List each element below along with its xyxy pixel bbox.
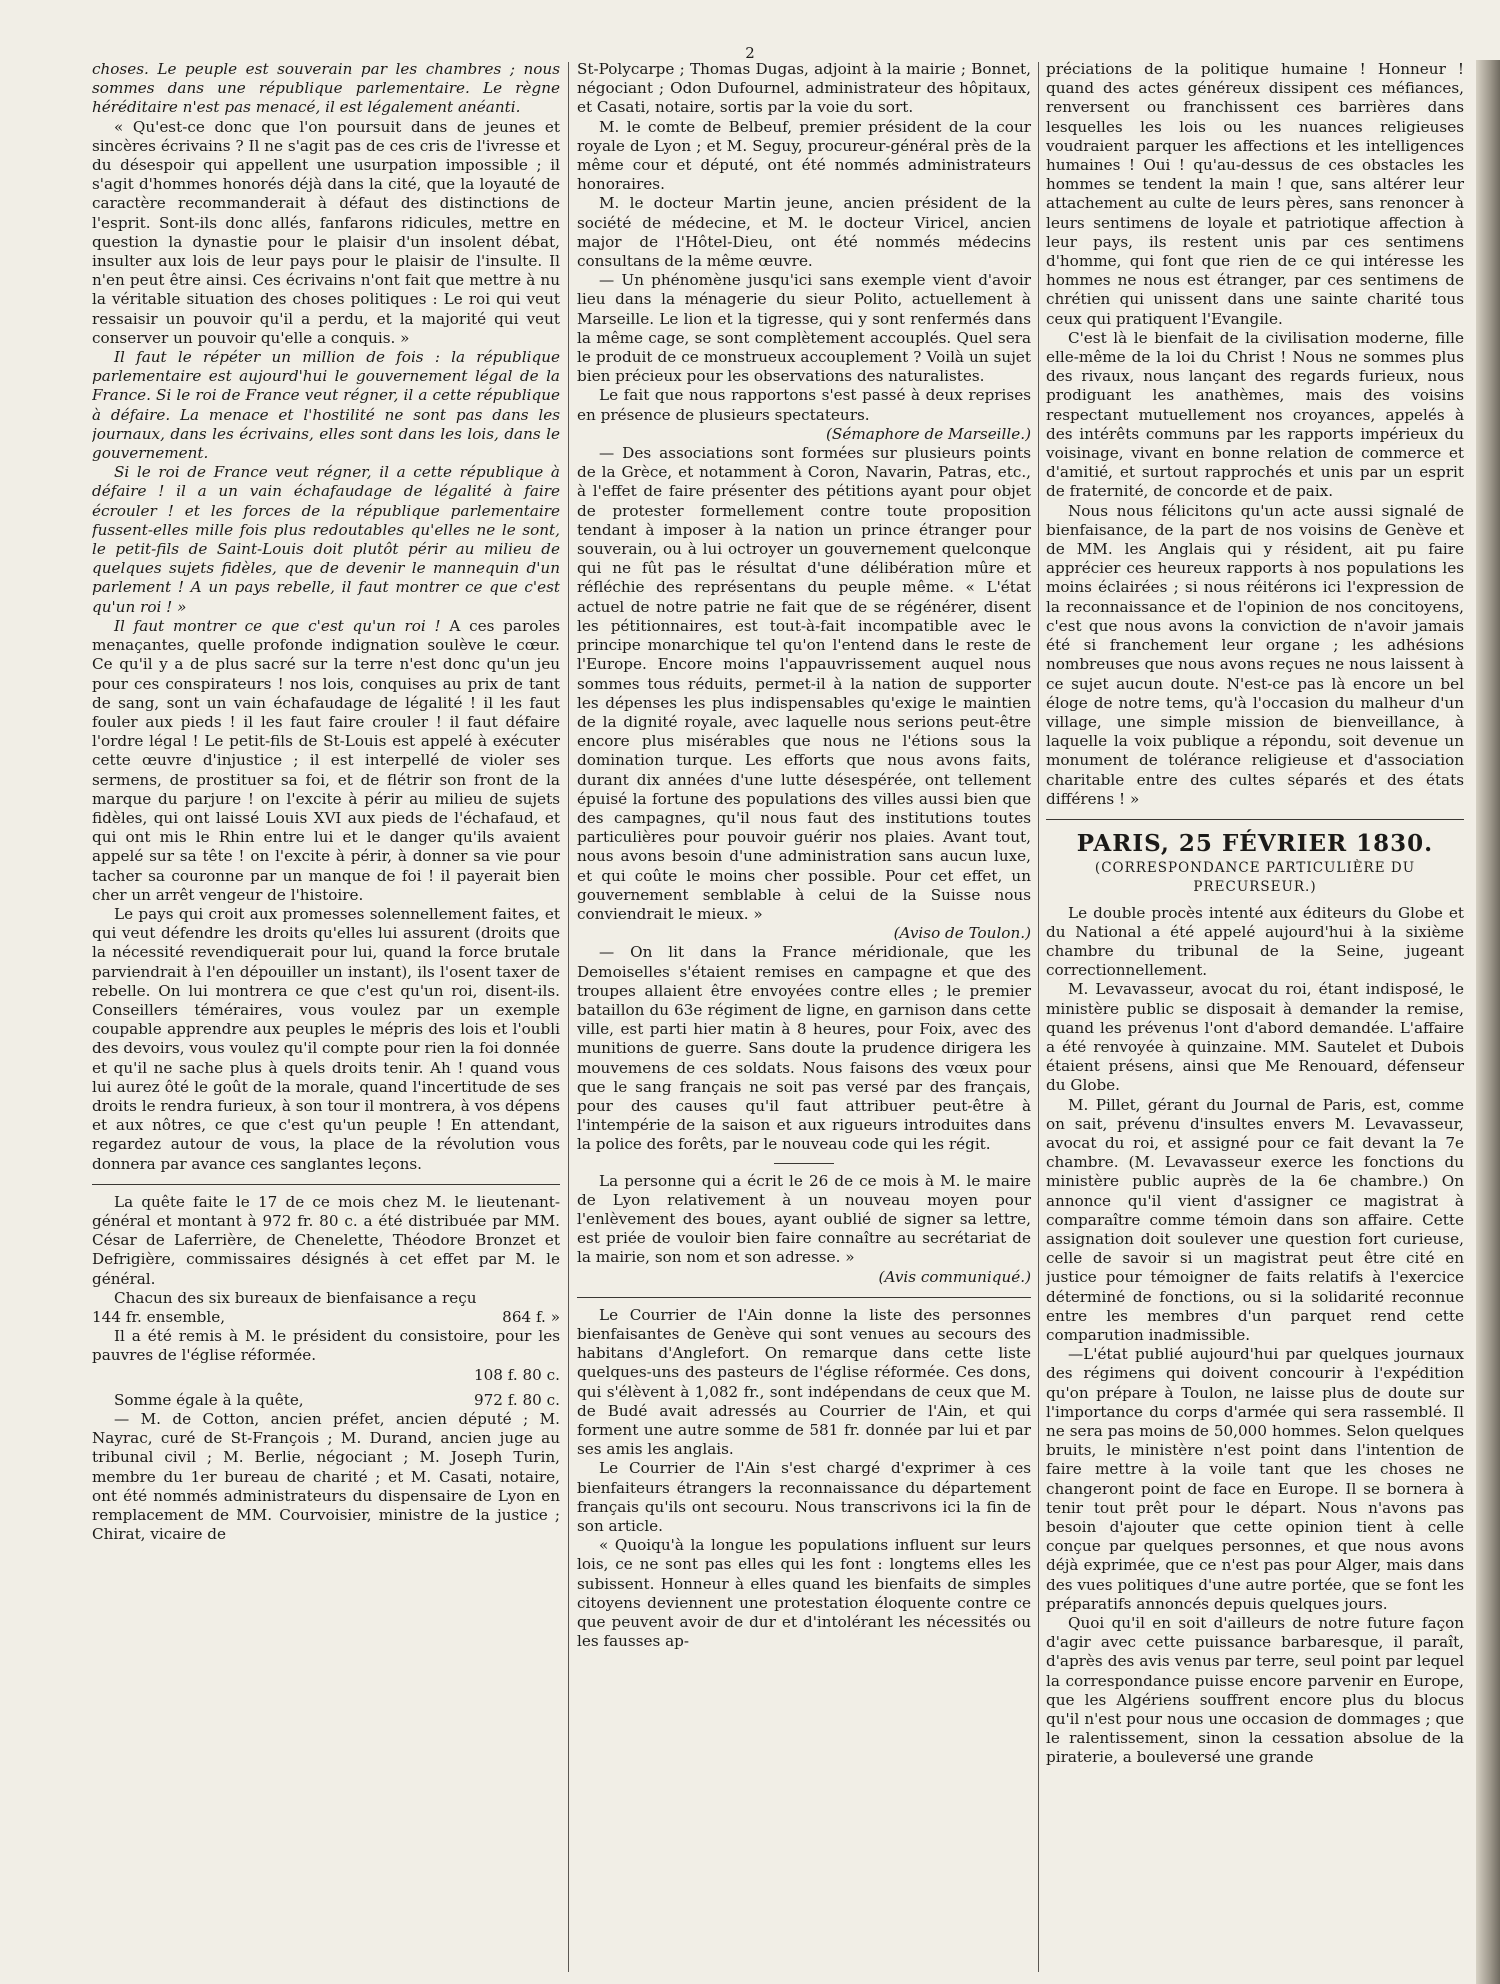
article-paragraph: Il a été remis à M. le président du consistoire, pour les pauvres de l'église réformée. [92,1327,560,1365]
section-divider [92,1184,560,1185]
column-3 [1046,60,1464,1975]
article-paragraph: Il faut le répéter un million de fois : la république parlementaire est aujourd'hui le gouvernement légal de la France. Si le roi de France veut régner, il a cette république à défaire. La menace et l'hostilité ne sont pas dans les journaux, dans les écrivains, elles sont dans les lois, dans le gouvernement. [92,348,560,463]
article-paragraph: Le pays qui croit aux promesses solennellement faites, et qui veut défendre les droits qu'elles lui assurent (droits que la nécessité revendiquerait pour lui, quand la force brutale parviendrait à l'en dépouiller un instant), ils l'osent taxer de rebelle. On lui montrera ce que c'est qu'un roi, disent-ils. Conseillers téméraires, vous voulez par un exemple coupable apprendre aux peuples le mépris des lois et l'oubli des devoirs, vous voulez qu'il compte pour rien la foi donnée et qu'il ne sache plus à quels droits tenir. Ah ! quand vous lui aurez ôté le goût de la morale, quand l'incertitude de ses droits le rendra furieux, à son tour il montrera, à vos dépens et aux nôtres, ce que c'est qu'un peuple ! En attendant, regardez autour de vous, la place de la révolution vous donnera par avance ces sanglantes leçons. [92,904,560,1173]
short-divider [774,1163,834,1164]
dateline-subheading: (CORRESPONDANCE PARTICULIÈRE DU PRECURSEUR.) [1094,860,1416,896]
amount-line [92,1366,560,1385]
article-paragraph: M. le docteur Martin jeune, ancien président de la société de médecine, et M. le docteur Viricel, ancien major de l'Hôtel-Dieu, ont été nommés médecins consultans de la même œuvre. [577,194,1031,271]
column-2 [577,60,1031,1975]
amount-value: 972 f. 80 c. [473,1390,560,1409]
section-divider [577,1297,1031,1298]
article-paragraph: La quête faite le 17 de ce mois chez M. le lieutenant-général et montant à 972 fr. 80 c. a été distribuée par MM. César de Laferrière, de Chenelette, Théodore Bronzet et Defrigière, commissaires désignés à cet effet par M. le général. [92,1192,560,1288]
column-rule [1038,62,1039,1972]
article-paragraph: — Un phénomène jusqu'ici sans exemple vient d'avoir lieu dans la ménagerie du sieur Polito, actuellement à Marseille. Le lion et la tigresse, qui y sont renfermés dans la même cage, se sont complètement accouplés. Quel sera le produit de ce monstrueux accouplement ? Voilà un sujet bien précieux pour les observations des naturalistes. [577,271,1031,386]
article-paragraph: Le double procès intenté aux éditeurs du Globe et du National a été appelé aujourd'hui à la sixième chambre du tribunal de la Seine, jugeant correctionnellement. [1046,903,1464,980]
paragraph-text: A ces paroles menaçantes, quelle profonde indignation soulève le cœur. Ce qu'il y a de plus sacré sur la terre n'est donc qu'un jeu pour ces conspirateurs ! nos lois, conquises au prix de tant de sang, sont un vain échafaudage de légalité ! il les faut fouler aux pieds ! il les faut faire crouler ! il faut défaire l'ordre légal ! Le petit-fils de St-Louis est appelé à exécuter cette œuvre d'injustice ; il est interpellé de violer ses sermens, de prostituer sa foi, et de flétrir son front de la marque du parjure ! on l'excite à périr au milieu de sujets fidèles, qui ont laissé Louis XVI aux pieds de l'échafaud, et qui ont mis le Rhin entre lui et le danger qu'ils avaient appelé sur sa tête ! on l'excite à périr, à donner sa vie pour tacher sa couronne par un manque de foi ! il payerait bien cher un arrêt vengeur de l'histoire. [92,616,560,904]
amount-value: 864 f. » [502,1308,560,1326]
article-paragraph: — On lit dans la France méridionale, que les Demoiselles s'étaient remises en campagne et que des troupes allaient être envoyées contre elles ; le premier bataillon du 63e régiment de ligne, en garnison dans cette ville, est parti hier matin à 8 heures, pour Foix, avec des munitions de guerre. Sans doute la prudence dirigera les mouvemens de ces soldats. Nous faisons des vœux pour que le sang français ne soit pas versé par des français, pour des causes qu'il faut attribuer peut-être à l'intempérie de la saison et aux rigueurs introduites dans la police des forêts, par le nouveau code qui les régit. [577,943,1031,1154]
article-paragraph: « Quoiqu'à la longue les populations influent sur leurs lois, ce ne sont pas elles qui les font : longtems elles les subissent. Honneur à elles quand les bienfaits de simples citoyens deviennent une protestation éloquente contre ce que peuvent avoir de dur et d'intolérant les nécessités ou les fausses ap- [577,1536,1031,1651]
article-paragraph: Quoi qu'il en soit d'ailleurs de notre future façon d'agir avec cette puissance barbaresque, il paraît, d'après des avis venus par terre, seul point par lequel la correspondance puisse encore parvenir en Europe, que les Algériens souffrent encore plus du blocus qu'il n'est pour nous une occasion de dommages ; que le ralentissement, sinon la cessation absolue de la piraterie, a bouleversé une grande [1046,1614,1464,1767]
article-paragraph: Le Courrier de l'Ain s'est chargé d'exprimer à ces bienfaiteurs étrangers la reconnaissance du département français qu'ils ont secouru. Nous transcrivons ici la fin de son article. [577,1459,1031,1536]
article-paragraph: —L'état publié aujourd'hui par quelques journaux des régimens qui doivent concourir à l'expédition qu'on prépare à Toulon, ne laisse plus de doute sur l'importance du corps d'armée qui sera rassemblé. Il ne sera pas moins de 50,000 hommes. Selon quelques bruits, le ministère n'est point dans l'intention de faire mettre à la voile tant que les choses ne changeront point de face en Europe. Il se bornera à tenir tout prêt pour le départ. Nous n'avons pas besoin d'ajouter que cette opinion tient à celle conçue par quelques personnes, et que nous avons déjà exprimée, que ce n'est pas pour Alger, mais dans des vues politiques d'une autre portée, que se font les préparatifs annoncés depuis quelques jours. [1046,1345,1464,1613]
article-paragraph: Le Courrier de l'Ain donne la liste des personnes bienfaisantes de Genève qui sont venues au secours des habitans d'Anglefort. On remarque dans cette liste quelques-uns des pasteurs de l'église réformée. Ces dons, qui s'élèvent à 1,082 fr., sont indépendans de ceux que M. de Budé avait adressés au Courrier de l'Ain, et qui forment une autre somme de 581 fr. donnée par lui et par ses amis les anglais. [577,1305,1031,1459]
article-paragraph: St-Polycarpe ; Thomas Dugas, adjoint à la mairie ; Bonnet, négociant ; Odon Dufournel, administrateur des hôpitaux, et Casati, notaire, sortis par la voie du sort. [577,60,1031,117]
article-paragraph: M. Levavasseur, avocat du roi, étant indisposé, le ministère public se disposait à demander la remise, quand les prévenus l'ont d'abord demandée. L'affaire a été renvoyée à quinzaine. MM. Sautelet et Dubois étaient présens, ainsi que Me Renouard, défenseur du Globe. [1046,980,1464,1095]
article-paragraph [92,617,560,905]
amount-line [92,1391,560,1410]
article-paragraph: — M. de Cotton, ancien préfet, ancien député ; M. Nayrac, curé de St-François ; M. Durand, ancien juge au tribunal civil ; M. Berlie, négociant ; M. Joseph Turin, membre du 1er bureau de charité ; et M. Casati, notaire, ont été nommés administrateurs du dispensaire de Lyon en remplacement de MM. Courvoisier, ministre de la justice ; Chirat, vicaire de [92,1410,560,1544]
article-paragraph: La personne qui a écrit le 26 de ce mois à M. le maire de Lyon relativement à un nouveau moyen pour l'enlèvement des boues, ayant oublié de signer sa lettre, est priée de vouloir bien faire connaître au secrétariat de la mairie, son nom et son adresse. » [577,1171,1031,1267]
emphasis: Il faut montrer ce que c'est qu'un roi ! [114,616,441,635]
article-paragraph: M. le comte de Belbeuf, premier président de la cour royale de Lyon ; et M. Seguy, procureur-général près de la même cour et député, ont été nommés administrateurs honoraires. [577,117,1031,194]
page-edge [1476,60,1500,1984]
amount-label: 144 fr. ensemble, [92,1308,226,1326]
article-paragraph: « Qu'est-ce donc que l'on poursuit dans de jeunes et sincères écrivains ? Il ne s'agit pas de ces cris de l'ivresse et du désespoir qui appellent une usurpation impossible ; il s'agit d'hommes honorés déjà dans la cité, que la loyauté de caractère recommanderait à défaut des distinctions de l'esprit. Sont-ils donc allés, fanfarons ridicules, mettre en question la dynastie pour le plaisir d'un insolent débat, insulter aux lois de leur pays pour le plaisir de l'insulte. Il n'en peut être ainsi. Ces écrivains n'ont fait que mettre à nu la véritable situation des choses politiques : Le roi qui veut ressaisir un pouvoir qu'il a perdu, et la majorité qui veut conserver un pouvoir qu'elle a conquis. » [92,117,560,347]
article-paragraph: préciations de la politique humaine ! Honneur ! quand des actes généreux dissipent ces méfiances, renversent ou franchissent ces barrières dans lesquelles les lois ou les nuances religieuses voudraient parquer les affections et les intelligences humaines ! Oui ! qu'au-dessus de ces obstacles les hommes se tendent la main ! que, sans altérer leur attachement au culte de leurs pères, sans renoncer à leurs sentimens de loyale et patriotique affection à leur pays, ils restent unis par ces sentimens d'homme, qui font que rien de ce qui intéresse les hommes ne nous est étranger, par ces sentimens de chrétien qui unissent dans une sainte charité tous ceux qui pratiquent l'Evangile. [1046,60,1464,328]
source-attribution: (Aviso de Toulon.) [893,924,1031,943]
amount-line [92,1308,560,1327]
article-paragraph: — Des associations sont formées sur plusieurs points de la Grèce, et notamment à Coron, Navarin, Patras, etc., à l'effet de faire présenter des pétitions ayant pour objet de protester formellement contre toute proposition tendant à imposer à la nation un prince étranger pour souverain, ou à lui octroyer un gouvernement quelconque qui ne fût pas le résultat d'une délibération mûre et réfléchie des représentans du peuple même. « L'état actuel de notre patrie ne fait que de se régénérer, disent les pétitionnaires, est tout-à-fait incompatible avec le principe monarchique tel qu'on l'entend dans le reste de l'Europe. Encore moins l'appauvrissement auquel nous sommes tous réduits, permet-il à la nation de supporter les dépenses les plus indispensables qu'exige le maintien de la dignité royale, avec laquelle nous serions peut-être encore plus misérables que nous ne l'étions sous la domination turque. Les efforts que nous avons faits, durant dix années d'une lutte désespérée, ont tellement épuisé la fortune des populations des villes aussi bien que des campagnes, qu'il nous faut des institutions toutes particulières pour pouvoir guérir nos plaies. Avant tout, nous avons besoin d'une administration sans aucun luxe, et qui coûte le moins cher possible. Pour cet effet, un gouvernement semblable à celui de la Suisse nous conviendrait le mieux. » [577,444,1031,923]
amount-label: Somme égale à la quête, [114,1390,304,1409]
dateline-heading: PARIS, 25 FÉVRIER 1830. [1076,829,1434,857]
source-attribution: (Avis communiqué.) [878,1267,1031,1286]
article-paragraph: Nous nous félicitons qu'un acte aussi signalé de bienfaisance, de la part de nos voisins de Genève et de MM. les Anglais qui y résident, ait pu faire apprécier ces heureux rapports à nos populations les moins éclairées ; si nous réitérons ici l'expression de la reconnaissance et de l'opinion de nos concitoyens, c'est que nous avons la conviction de n'avoir jamais été si franchement leur organe ; les adhésions nombreuses que nous avons reçues ne nous laissent à ce sujet aucun doute. N'est-ce pas là encore un bel éloge de notre tems, qu'à l'occasion du malheur d'un village, une simple mission de bienveillance, à laquelle la voix publique a répondu, soit devenue un monument de tolérance religieuse et d'association charitable entre des cultes séparés et des états différens ! » [1046,501,1464,808]
column-1 [92,60,560,1975]
section-divider [1046,819,1464,820]
article-paragraph: M. Pillet, gérant du Journal de Paris, est, comme on sait, prévenu d'insultes envers M. Levavasseur, avocat du roi, et assigné pour ce fait devant la 7e chambre. (M. Levavasseur exerce les fonctions du ministère public auprès de la 6e chambre.) On annonce qu'il vient d'assigner ce magistrat à comparaître comme témoin dans son affaire. Cette assignation doit soulever une question fort curieuse, celle de savoir si un magistrat peut être cité en justice pour témoigner de faits relatifs à l'exercice déterminé de fonctions, ou si la solidarité reconnue entre les membres d'un parquet rend cette comparution inadmissible. [1046,1095,1464,1344]
article-paragraph: Si le roi de France veut régner, il a cette république à défaire ! il a un vain échafaudage de légalité à faire écrouler ! et les forces de la république parlementaire fussent-elles mille fois plus redoutables qu'elles ne le sont, le petit-fils de Saint-Louis doit plutôt périr au milieu de quelques sujets fidèles, que de devenir le mannequin d'un parlement ! A un pays rebelle, il faut montrer ce que c'est qu'un roi ! » [92,463,560,616]
article-paragraph: Chacun des six bureaux de bienfaisance a reçu [114,1288,477,1307]
page-number: 2 [745,44,755,62]
article-paragraph: choses. Le peuple est souverain par les chambres ; nous sommes dans une république parlementaire. Le règne héréditaire n'est pas menacé, il est légalement anéanti. [92,60,560,117]
amount-value: 108 f. 80 c. [473,1365,560,1384]
column-rule [568,62,569,1972]
source-attribution: (Sémaphore de Marseille.) [826,424,1031,443]
article-paragraph: C'est là le bienfait de la civilisation moderne, fille elle-même de la loi du Christ ! Nous ne sommes plus des rivaux, nous lançant des regards furieux, nous prodiguant les anathèmes, mais des voisins respectant mutuellement nos croyances, appelés à des intérêts communs par les rapports impérieux du voisinage, vivant en bonne relation de commerce et d'amitié, et surtout rapprochés et unis par un esprit de fraternité, de concorde et de paix. [1046,328,1464,501]
article-paragraph: Le fait que nous rapportons s'est passé à deux reprises en présence de plusieurs spectateurs. [577,386,1031,424]
